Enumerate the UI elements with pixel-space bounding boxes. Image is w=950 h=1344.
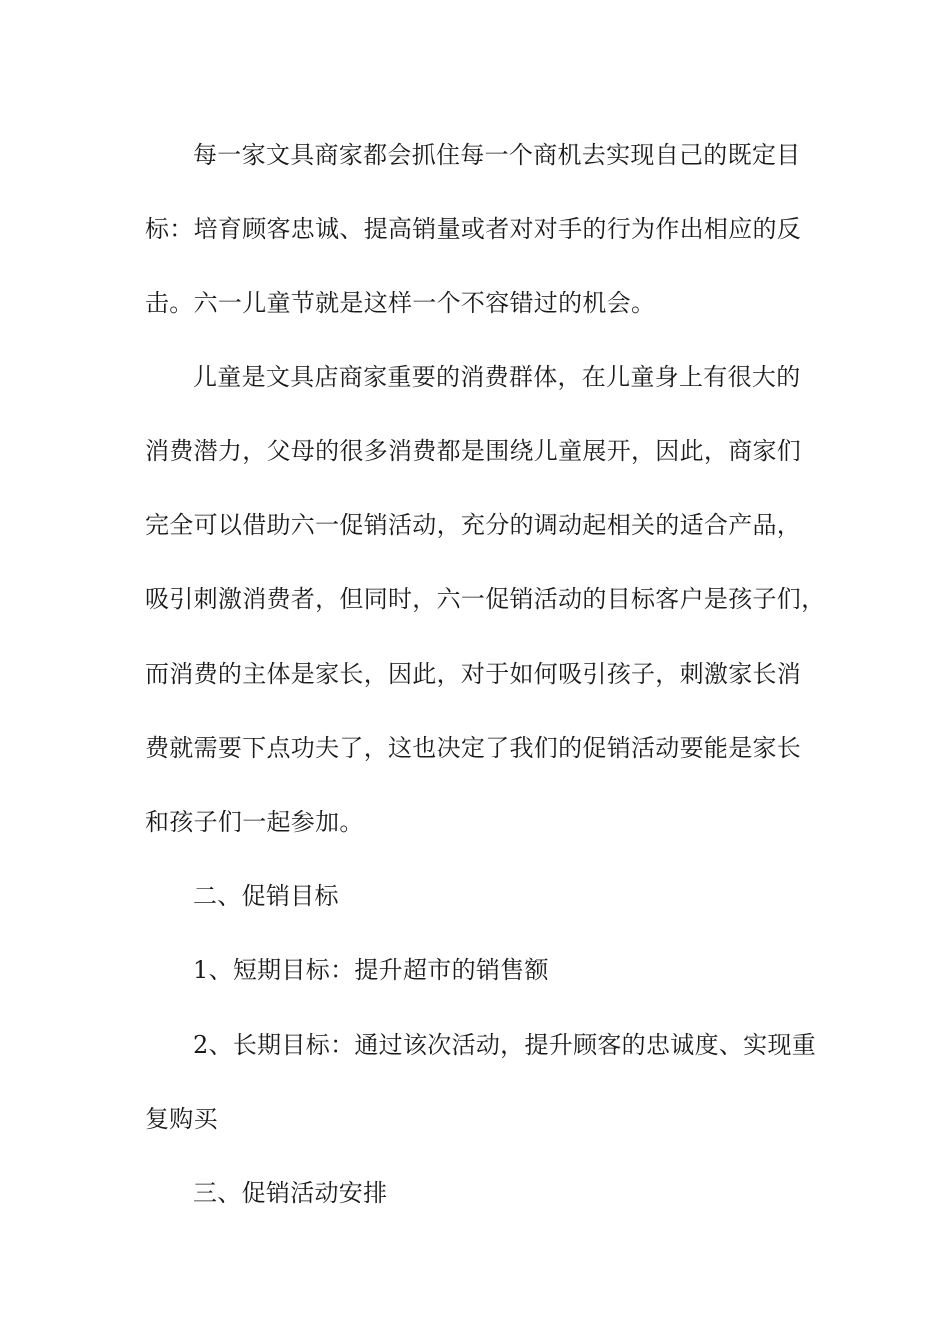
- long-term-goal-line-2: 复购买: [145, 1105, 218, 1133]
- paragraph-2-line-2: 消费潜力，父母的很多消费都是围绕儿童展开，因此，商家们: [145, 437, 802, 465]
- paragraph-2-line-1: 儿童是文具店商家重要的消费群体，在儿童身上有很大的: [193, 363, 801, 391]
- paragraph-2-line-4: 吸引刺激消费者，但同时，六一促销活动的目标客户是孩子们，: [145, 585, 826, 613]
- paragraph-1-line-1: 每一家文具商家都会抓住每一个商机去实现自己的既定目: [193, 141, 801, 169]
- long-term-goal-line-1: 2、长期目标：通过该次活动，提升顾客的忠诚度、实现重: [193, 1031, 817, 1059]
- paragraph-2-line-6: 费就需要下点功夫了，这也决定了我们的促销活动要能是家长: [145, 734, 802, 762]
- section-heading-activity-arrangement: 三、促销活动安排: [193, 1179, 388, 1207]
- short-term-goal: 1、短期目标：提升超市的销售额: [193, 956, 549, 984]
- paragraph-2-line-7: 和孩子们一起参加。: [145, 808, 364, 836]
- paragraph-1-line-2: 标：培育顾客忠诚、提高销量或者对对手的行为作出相应的反: [145, 215, 802, 243]
- paragraph-2-line-3: 完全可以借助六一促销活动，充分的调动起相关的适合产品，: [145, 511, 802, 539]
- paragraph-2-line-5: 而消费的主体是家长，因此，对于如何吸引孩子，刺激家长消: [145, 660, 802, 688]
- section-heading-promotion-goals: 二、促销目标: [193, 882, 339, 910]
- paragraph-1-line-3: 击。六一儿童节就是这样一个不容错过的机会。: [145, 289, 656, 317]
